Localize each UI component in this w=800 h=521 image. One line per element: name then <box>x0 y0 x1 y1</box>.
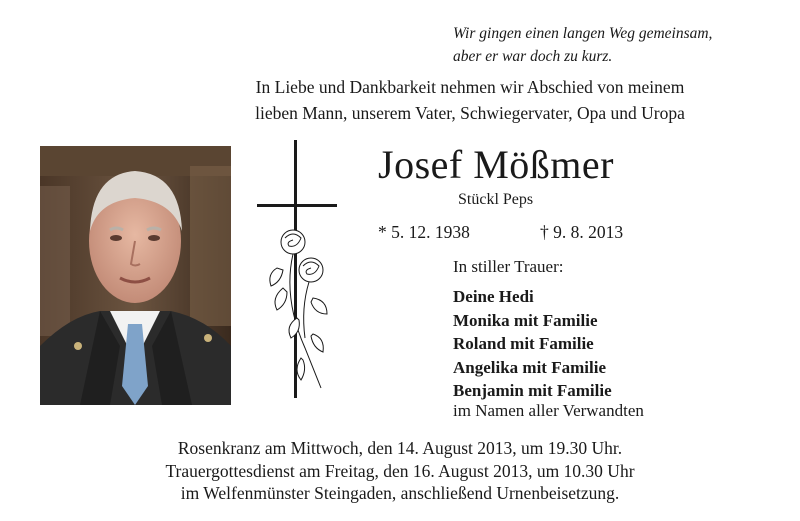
death-date: † 9. 8. 2013 <box>540 222 624 242</box>
funeral-service-line: Trauergottesdienst am Freitag, den 16. August 2013, um 10.30 Uhr <box>165 460 635 481</box>
mourner-item: Angelika mit Familie <box>453 357 606 377</box>
mourner-item: Deine Hedi <box>453 287 534 306</box>
mourner-item: Monika mit Familie <box>453 310 598 330</box>
burial-line: im Welfenmünster Steingaden, anschließend Urnenbeisetzung. <box>180 483 620 503</box>
quote-line-2: aber er war doch zu kurz. <box>453 48 613 65</box>
portrait-photo <box>40 146 231 405</box>
intro-line-1: In Liebe und Dankbarkeit nehmen wir Abschied von meinem <box>255 77 685 97</box>
portrait-illustration <box>40 146 231 405</box>
cross-icon <box>253 138 343 400</box>
intro-line-2: lieben Mann, unserem Vater, Schwiegervater, Opa und Uropa <box>255 103 685 123</box>
memorial-quote <box>453 22 773 68</box>
deceased-name: Josef Mößmer <box>378 142 614 187</box>
cross-with-roses <box>253 138 343 400</box>
rose-icon <box>270 230 327 388</box>
mourner-item: Roland mit Familie <box>453 334 594 354</box>
mourner-item: Benjamin mit Familie <box>453 381 612 401</box>
rosary-line: Rosenkranz am Mittwoch, den 14. August 2013, um 19.30 Uhr. <box>177 438 623 458</box>
service-details <box>80 437 720 505</box>
deceased-nickname: Stückl Peps <box>458 191 534 208</box>
mourners-list <box>453 285 612 403</box>
farewell-intro <box>200 74 740 126</box>
quote-line-1: Wir gingen einen langen Weg gemeinsam, <box>453 25 713 42</box>
birth-date: * 5. 12. 1938 <box>378 222 470 242</box>
relatives-note: im Namen aller Verwandten <box>453 401 644 420</box>
mourning-title: In stiller Trauer: <box>453 257 564 276</box>
